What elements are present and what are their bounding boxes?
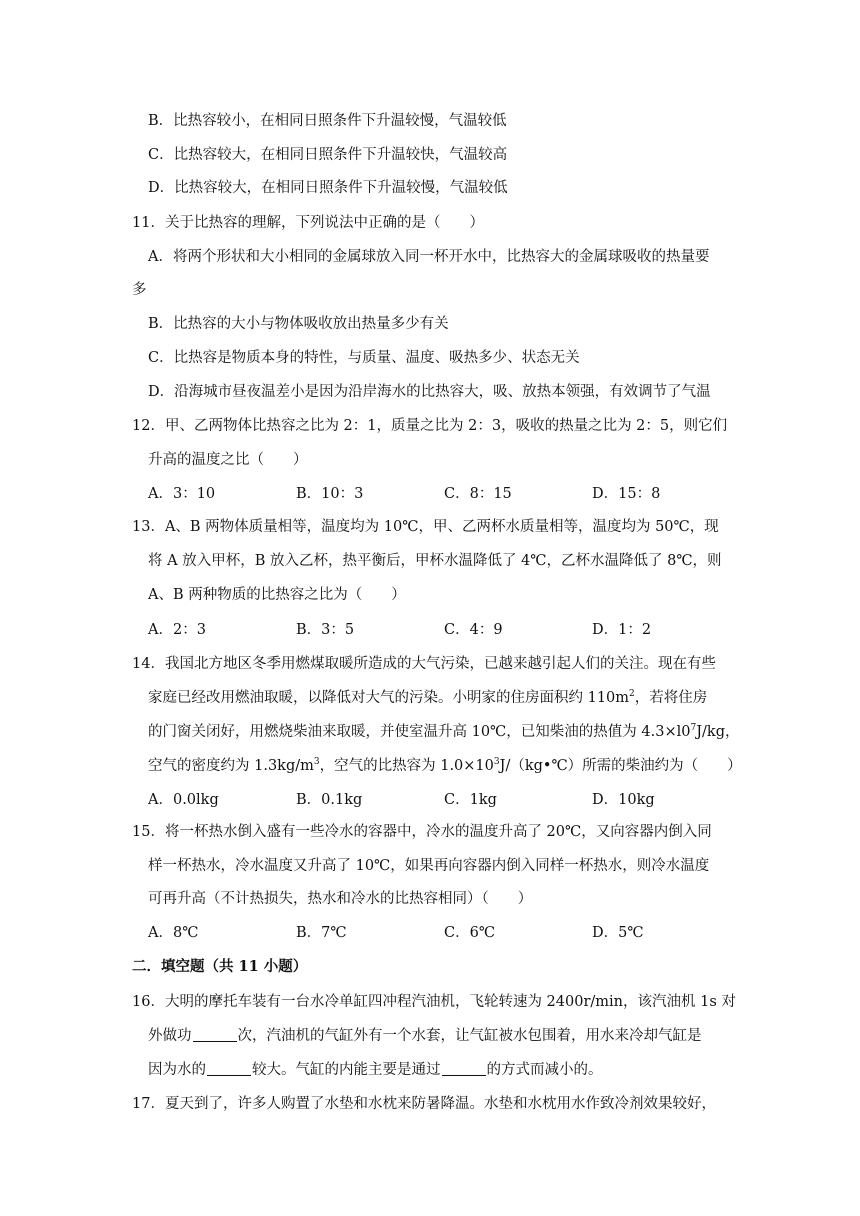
q13-stem-line3: A、B 两种物质的比热容之比为（ ） bbox=[148, 587, 406, 603]
q14-option-d: D．10kg bbox=[592, 792, 655, 808]
q12-stem-line2: 升高的温度之比（ ） bbox=[148, 452, 308, 468]
q15-stem-line3: 可再升高（不计热损失，热水和冷水的比热容相同）（ ） bbox=[148, 891, 533, 907]
q11-option-d: D．沿海城市昼夜温差小是因为沿岸海水的比热容大，吸、放热本领强，有效调节了气温 bbox=[148, 384, 711, 400]
q15-option-b: B．7℃ bbox=[296, 925, 347, 941]
q12-option-c: C．8：15 bbox=[444, 486, 512, 502]
q10-option-b: B．比热容较小，在相同日照条件下升温较慢，气温较低 bbox=[148, 113, 507, 129]
answer-blank[interactable] bbox=[207, 1061, 251, 1076]
q13-option-c: C．4：9 bbox=[444, 622, 503, 638]
q14-stem-line3: 的门窗关闭好，用燃烧柴油来取暖，并使室温升高 10℃，已知柴油的热值为 $4.3\times l0^7J/kg$， bbox=[148, 723, 740, 740]
q12-option-d: D．15：8 bbox=[592, 486, 661, 502]
q15-stem-line2: 样一杯热水，冷水温度又升高了 10℃，如果再向容器内倒入同样一杯热水，则冷水温度 bbox=[148, 858, 710, 874]
q14-stem-line4: 空气的密度约为 $1.3kg/m^3$，空气的比热容为 $1.0\times 10^3J/(kg•℃)$所需的柴油约为（ ） bbox=[148, 757, 742, 774]
q12-stem-line1: 12．甲、乙两物体比热容之比为 2：1，质量之比为 2：3，吸收的热量之比为 2：5，则它们 bbox=[132, 418, 728, 434]
q14-stem-line1: 14．我国北方地区冬季用燃煤取暖所造成的大气污染，已越来越引起人们的关注。现在有些 bbox=[132, 656, 716, 672]
q14-option-a: A．0.0lkg bbox=[148, 792, 219, 808]
q14-stem-line2: 家庭已经改用燃油取暖，以降低对大气的污染。小明家的住房面积约 $110m^2$，若将住房 bbox=[148, 689, 708, 706]
answer-blank[interactable] bbox=[193, 1027, 237, 1042]
q15-stem-line1: 15．将一杯热水倒入盛有一些冷水的容器中，冷水的温度升高了 20℃，又向容器内倒入同 bbox=[132, 824, 712, 840]
q10-option-c: C．比热容较大，在相同日照条件下升温较快，气温较高 bbox=[148, 147, 508, 163]
q11-option-a-line1: A．将两个形状和大小相同的金属球放入同一杯开水中，比热容大的金属球吸收的热量要 bbox=[148, 249, 710, 265]
q10-option-d: D．比热容较大，在相同日照条件下升温较慢，气温较低 bbox=[148, 180, 508, 196]
q13-option-a: A．2：3 bbox=[148, 622, 206, 638]
q15-option-c: C．6℃ bbox=[444, 925, 496, 941]
q11-option-a-line2: 多 bbox=[132, 282, 147, 298]
q15-option-a: A．8℃ bbox=[148, 925, 199, 941]
q11-option-b: B．比热容的大小与物体吸收放出热量多少有关 bbox=[148, 316, 449, 332]
q15-option-d: D．5℃ bbox=[592, 925, 644, 941]
q11-stem: 11．关于比热容的理解，下列说法中正确的是（ ） bbox=[132, 215, 484, 231]
q16-stem-line3: 因为水的 较大。气缸的内能主要是通过 的方式而减小的。 bbox=[148, 1062, 603, 1078]
q13-stem-line1: 13．A、B 两物体质量相等，温度均为 10℃，甲、乙两杯水质量相等，温度均为 50℃，现 bbox=[132, 519, 719, 535]
q12-option-b: B．10：3 bbox=[296, 486, 364, 502]
q16-stem-line2: 外做功 次，汽油机的气缸外有一个水套，让气缸被水包围着，用水来冷却气缸是 bbox=[148, 1028, 702, 1044]
q13-option-b: B．3：5 bbox=[296, 622, 355, 638]
q13-option-d: D．1：2 bbox=[592, 622, 652, 638]
answer-blank[interactable] bbox=[442, 1061, 486, 1076]
q14-option-c: C．1kg bbox=[444, 792, 497, 808]
q12-option-a: A．3：10 bbox=[148, 486, 216, 502]
q13-stem-line2: 将 A 放入甲杯，B 放入乙杯，热平衡后，甲杯水温降低了 4℃，乙杯水温降低了 8℃，则 bbox=[148, 553, 722, 569]
q16-stem-line1: 16．大明的摩托车装有一台水冷单缸四冲程汽油机，飞轮转速为 2400r/min，该汽油机 1s 对 bbox=[132, 994, 736, 1010]
section-heading: 二．填空题（共 11 小题） bbox=[132, 958, 308, 975]
q17-stem-line1: 17．夏天到了，许多人购置了水垫和水枕来防暑降温。水垫和水枕用水作致冷剂效果较好， bbox=[132, 1096, 716, 1112]
q11-option-c: C．比热容是物质本身的特性，与质量、温度、吸热多少、状态无关 bbox=[148, 350, 580, 366]
q14-option-b: B．0.1kg bbox=[296, 792, 363, 808]
